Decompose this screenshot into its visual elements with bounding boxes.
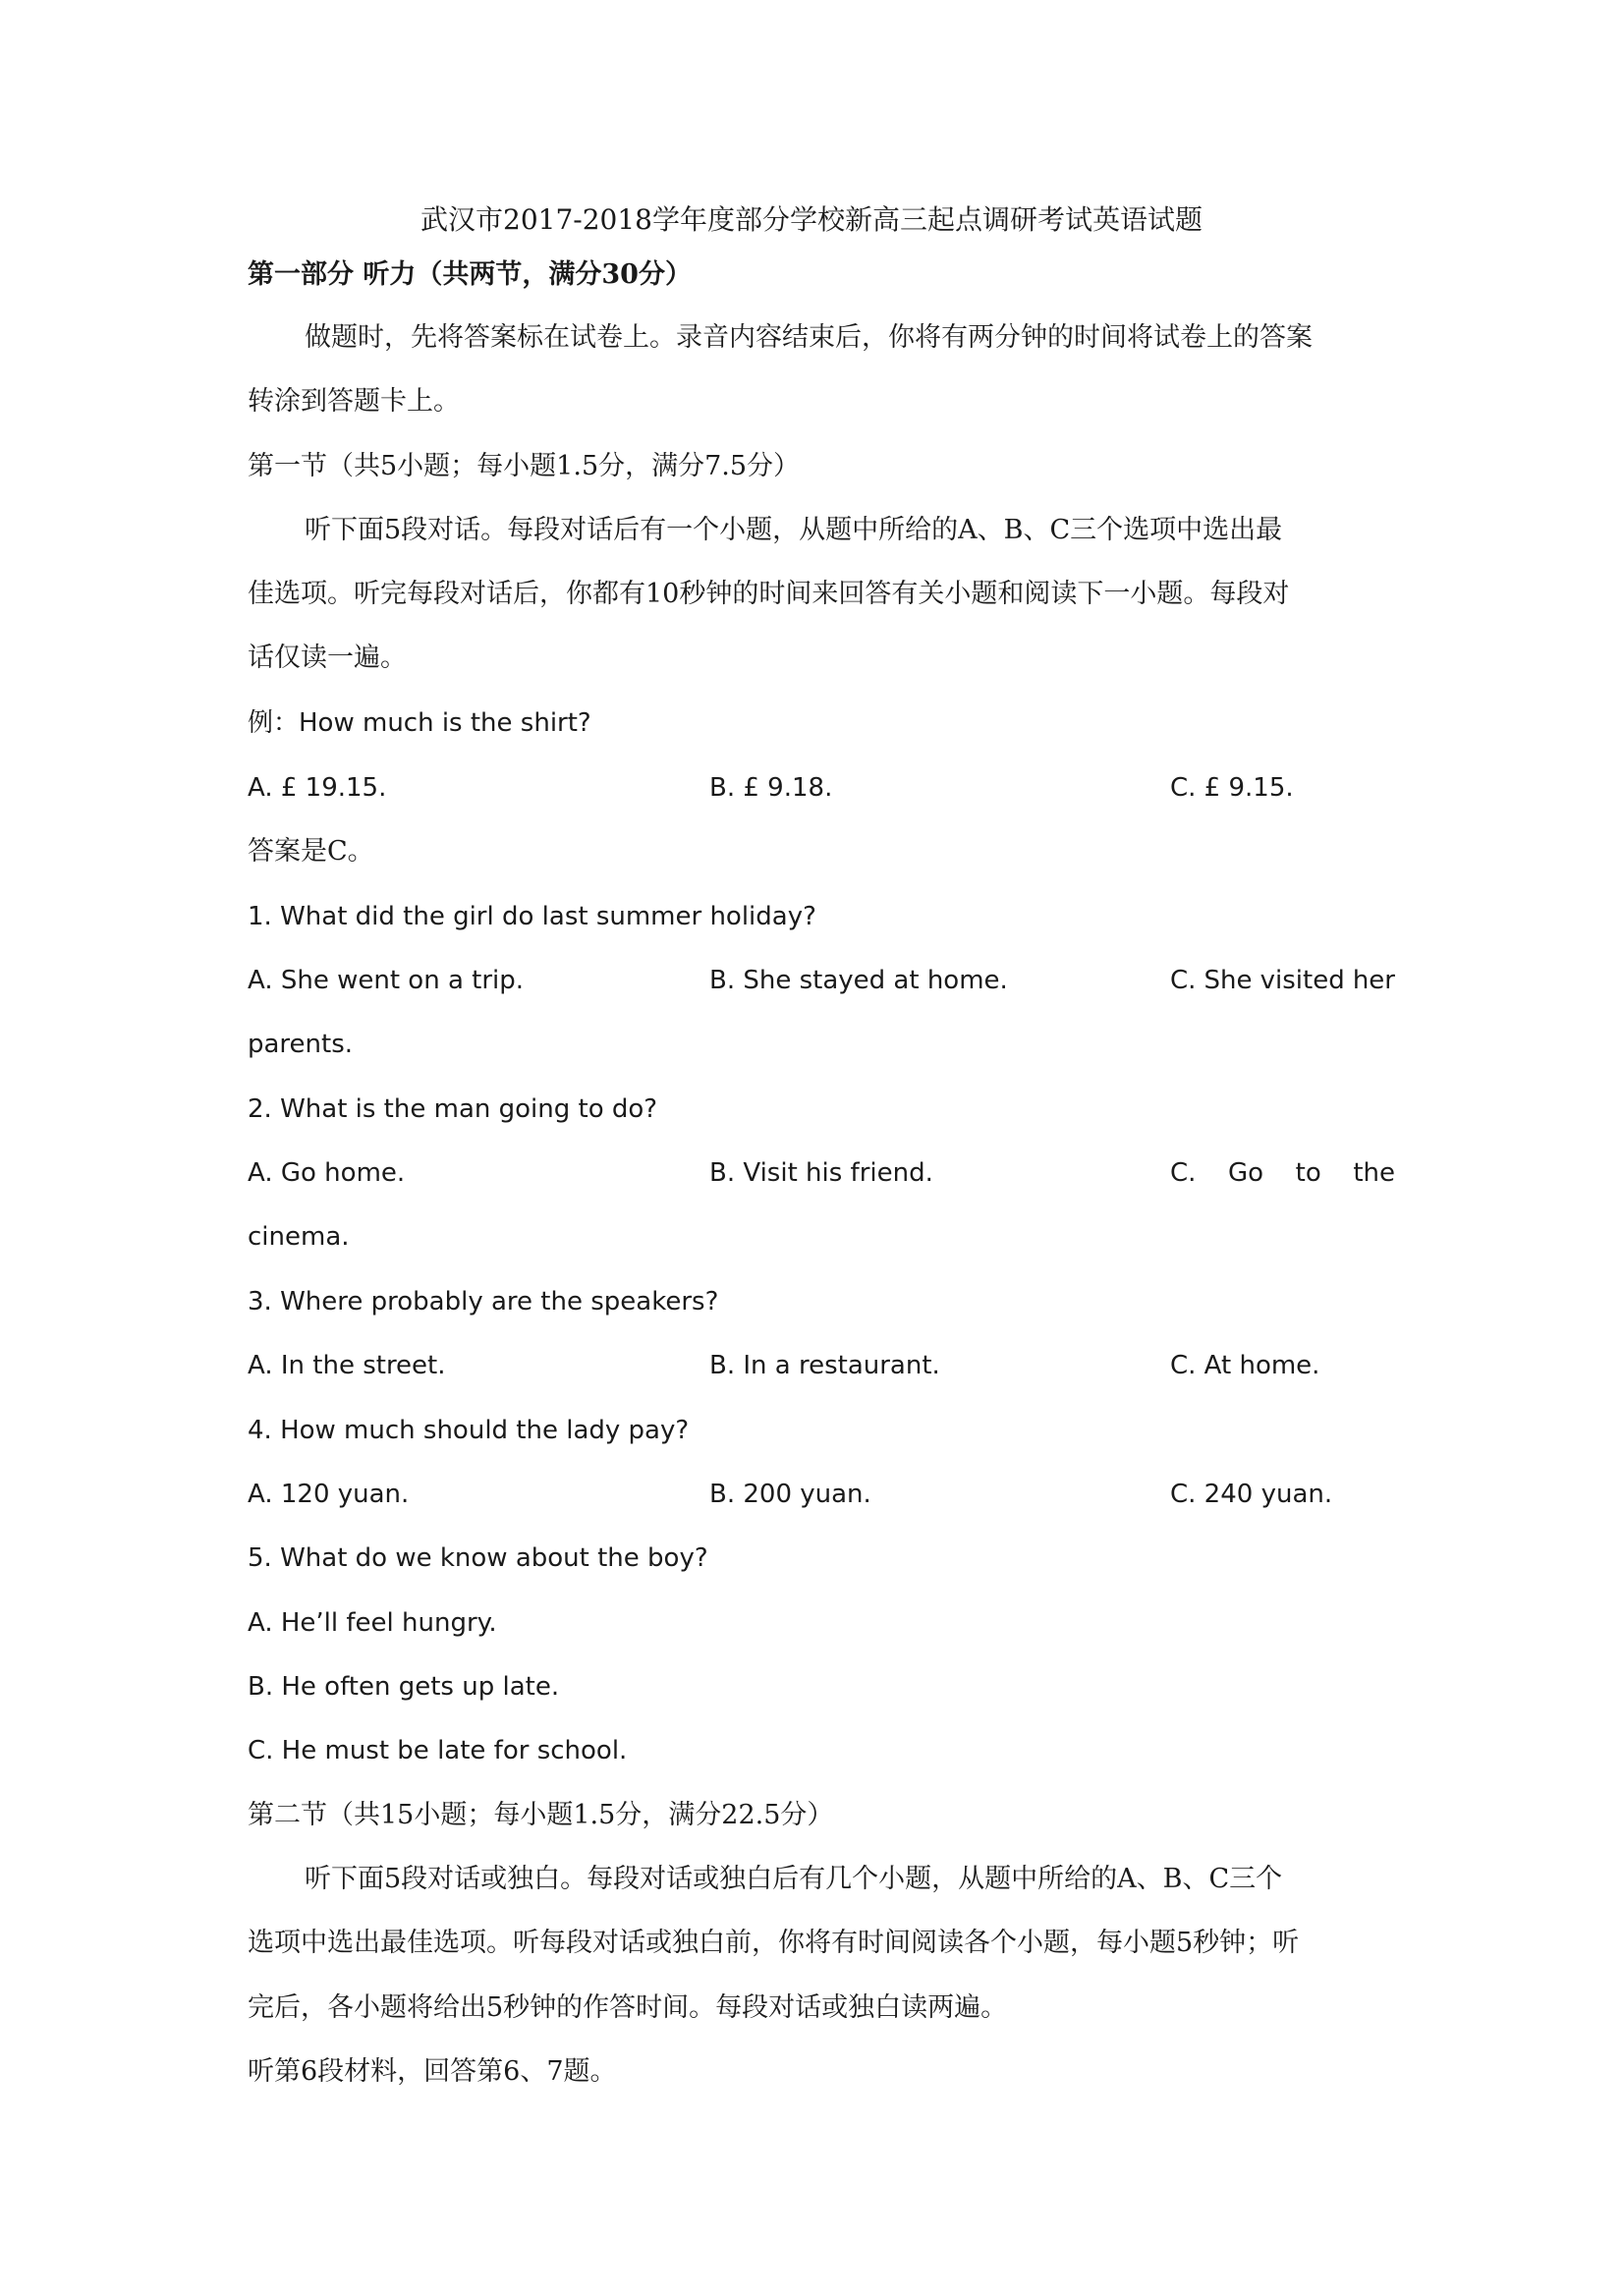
example-question: 例：How much is the shirt?	[248, 708, 591, 738]
question-1-option-a: A. She went on a trip.	[248, 966, 525, 995]
section1-instruction-line-1: 听下面5段对话。每段对话后有一个小题，从题中所给的A、B、C三个选项中选出最	[305, 515, 1283, 545]
section2-instruction-line-3: 完后，各小题将给出5秒钟的作答时间。每段对话或独白读两遍。	[248, 1992, 1008, 2023]
question-4-option-a: A. 120 yuan.	[248, 1480, 410, 1509]
section2-heading: 第二节（共15小题；每小题1.5分，满分22.5分）	[248, 1800, 834, 1830]
question-4-option-b: B. 200 yuan.	[709, 1480, 871, 1509]
part1-instruction-line-2: 转涂到答题卡上。	[248, 386, 460, 417]
example-option-b: B. £ 9.18.	[709, 773, 833, 803]
example-option-c: C. £ 9.15.	[1170, 773, 1294, 803]
option-c-word: She	[1203, 966, 1253, 995]
section1-instruction-line-3: 话仅读一遍。	[248, 643, 407, 673]
question-4: 4. How much should the lady pay?	[248, 1416, 690, 1445]
question-2: 2. What is the man going to do?	[248, 1094, 658, 1124]
question-2-option-b: B. Visit his friend.	[709, 1158, 933, 1188]
section2-instruction-line-2: 选项中选出最佳选项。听每段对话或独白前，你将有时间阅读各个小题，每小题5秒钟；听	[248, 1928, 1300, 1958]
question-1-option-c	[1170, 961, 1395, 1000]
part1-instruction-line-1: 做题时，先将答案标在试卷上。录音内容结束后，你将有两分钟的时间将试卷上的答案	[305, 322, 1313, 353]
exam-title: 武汉市2017-2018学年度部分学校新高三起点调研考试英语试题	[420, 203, 1203, 236]
question-4-option-c: C. 240 yuan.	[1170, 1480, 1333, 1509]
question-1-option-c-continued: parents.	[248, 1030, 354, 1059]
part1-heading: 第一部分 听力（共两节，满分30分）	[248, 259, 692, 290]
section1-instruction-line-2: 佳选项。听完每段对话后，你都有10秒钟的时间来回答有关小题和阅读下一小题。每段对	[248, 579, 1290, 609]
example-option-a: A. £ 19.15.	[248, 773, 387, 803]
section1-heading: 第一节（共5小题；每小题1.5分，满分7.5分）	[248, 451, 801, 481]
question-5-option-b: B. He often gets up late.	[248, 1672, 560, 1702]
question-2-option-a: A. Go home.	[248, 1158, 406, 1188]
question-3-option-c: C. At home.	[1170, 1351, 1320, 1380]
option-c-word: the	[1353, 1158, 1395, 1188]
example-answer: 答案是C。	[248, 836, 374, 867]
option-c-word: to	[1295, 1158, 1321, 1188]
question-3-option-b: B. In a restaurant.	[709, 1351, 940, 1380]
question-1-option-b: B. She stayed at home.	[709, 966, 1008, 995]
question-2-option-c	[1170, 1153, 1395, 1193]
question-5: 5. What do we know about the boy?	[248, 1543, 708, 1573]
option-c-word: C.	[1170, 1158, 1197, 1188]
option-c-word: her	[1352, 966, 1395, 995]
question-2-option-c-continued: cinema.	[248, 1222, 350, 1252]
option-c-word: C.	[1170, 966, 1197, 995]
material-6-instruction: 听第6段材料，回答第6、7题。	[248, 2056, 617, 2087]
option-c-word: Go	[1228, 1158, 1264, 1188]
question-5-option-c: C. He must be late for school.	[248, 1736, 628, 1765]
question-5-option-a: A. He’ll feel hungry.	[248, 1608, 497, 1638]
question-3-option-a: A. In the street.	[248, 1351, 446, 1380]
option-c-word: visited	[1259, 966, 1345, 995]
question-1: 1. What did the girl do last summer holiday?	[248, 902, 816, 931]
section2-instruction-line-1: 听下面5段对话或独白。每段对话或独白后有几个小题，从题中所给的A、B、C三个	[305, 1864, 1283, 1894]
question-3: 3. Where probably are the speakers?	[248, 1287, 719, 1316]
